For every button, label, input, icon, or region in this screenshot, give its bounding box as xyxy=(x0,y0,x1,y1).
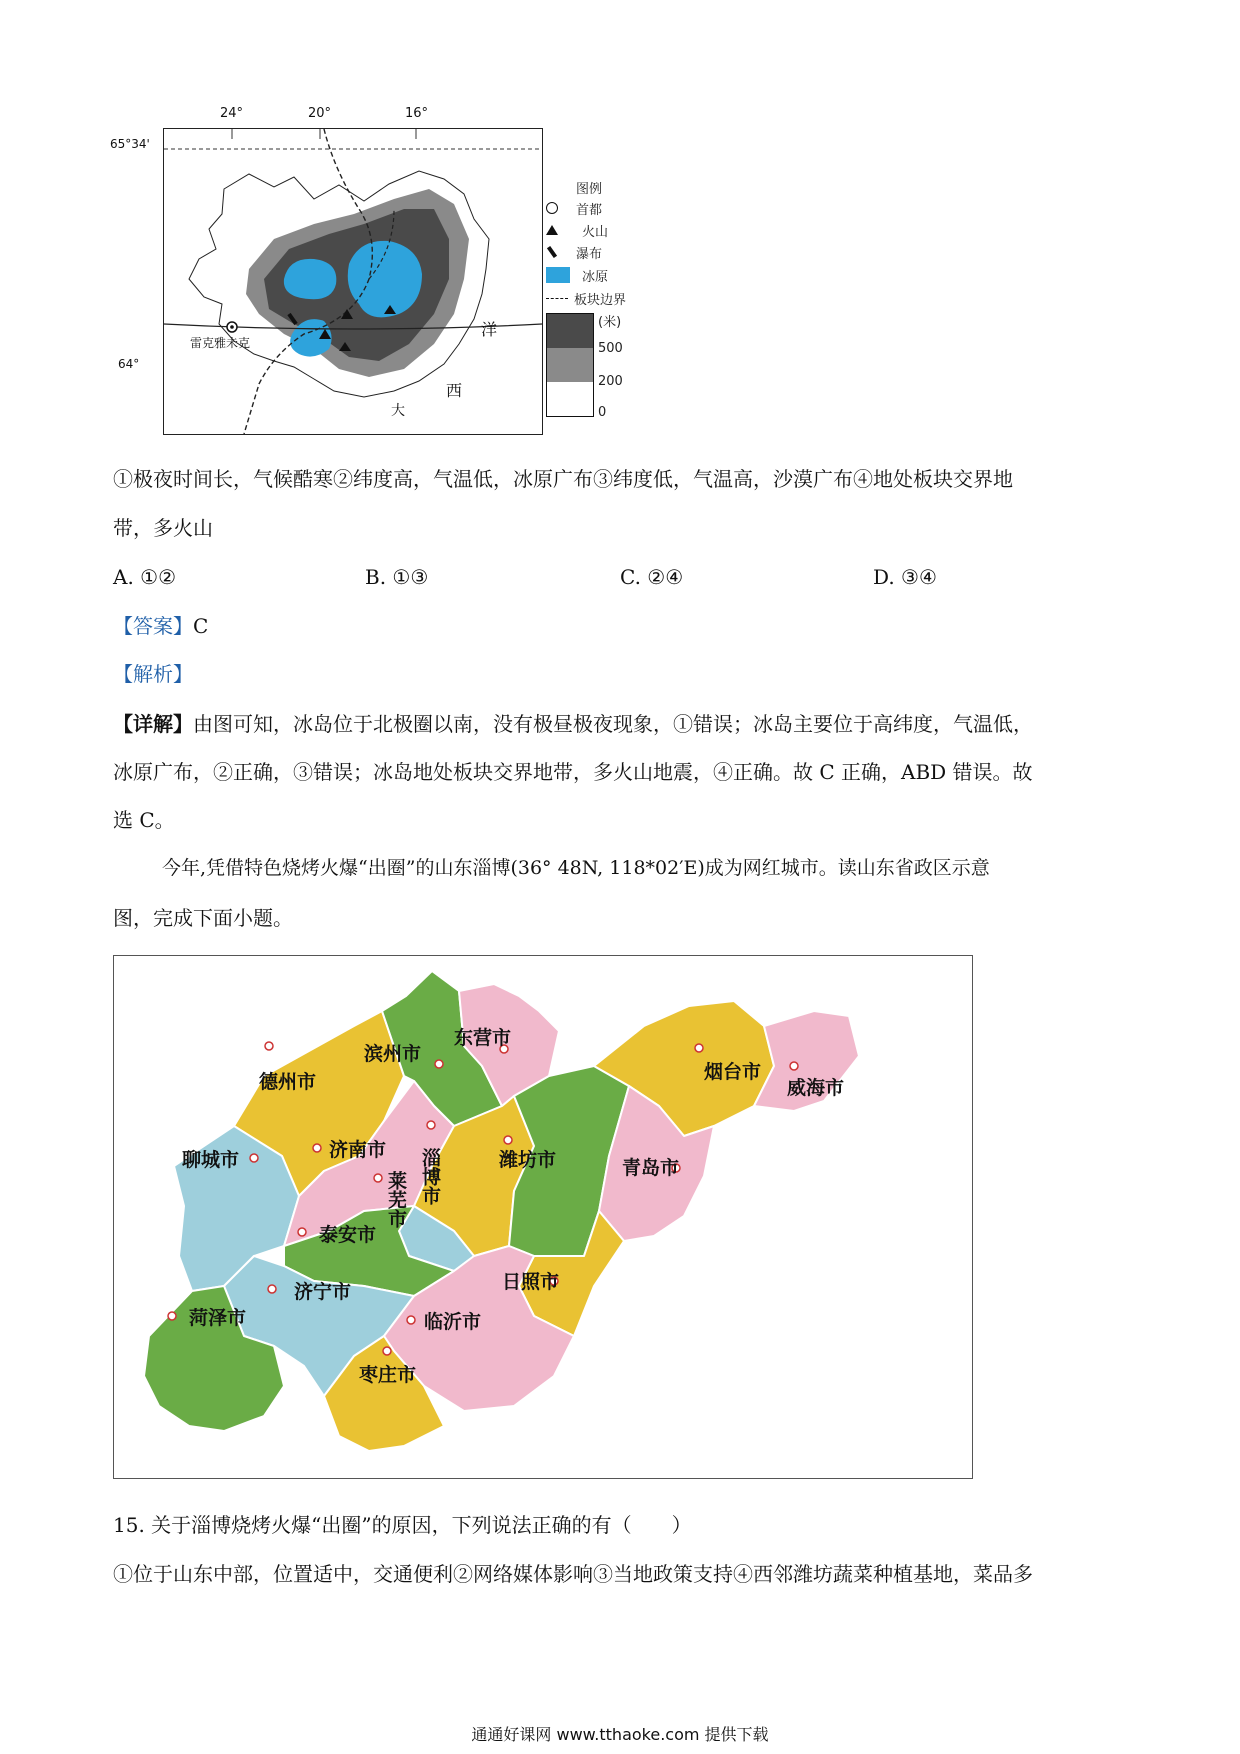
intro-line2: 图，完成下面小题。 xyxy=(113,906,293,930)
ocean-char-1: 洋 xyxy=(481,320,498,339)
iceland-map-lon-16: 16° xyxy=(405,106,429,121)
elev-mid xyxy=(547,348,593,382)
choice-d: D. ③④ xyxy=(873,565,937,589)
city-jinan: 济南市 xyxy=(329,1139,387,1161)
glacier-1 xyxy=(284,259,336,299)
city-binzhou: 滨州市 xyxy=(364,1043,422,1065)
legend-capital: 首都 xyxy=(576,202,603,218)
map-legend xyxy=(546,178,666,418)
iceland-map-lat-6534: 65°34' xyxy=(110,137,150,151)
city-dongying: 东营市 xyxy=(454,1027,512,1049)
city-weihai: 威海市 xyxy=(787,1077,845,1099)
ocean-char-2: 西 xyxy=(446,381,463,400)
city-zaozhuang: 枣庄市 xyxy=(359,1364,417,1386)
legend-title: 图例 xyxy=(576,182,603,197)
q14-options-line1: ①极夜时间长，气候酷寒②纬度高，气温低，冰原广布③纬度低，气温高，沙漠广布④地处板块交界地 xyxy=(113,467,1013,491)
answer-value: C xyxy=(193,614,209,638)
detail-label: 【详解】 xyxy=(113,712,193,736)
plate-boundary-line xyxy=(546,298,568,299)
city-zibo: 淄博市 xyxy=(419,1148,441,1205)
elev-high xyxy=(547,314,593,348)
iceland-map-lon-20: 20° xyxy=(308,106,332,121)
capital-label: 雷克雅未克 xyxy=(190,336,251,350)
city-laiwu: 莱芜市 xyxy=(385,1171,407,1228)
choice-b: B. ①③ xyxy=(365,565,429,589)
city-weifang: 潍坊市 xyxy=(499,1149,557,1171)
city-dezhou: 德州市 xyxy=(259,1071,317,1093)
intro-line1: 今年,凭借特色烧烤火爆“出圈”的山东淄博(36° 48N, 118*02′E)成为网红城市。读山东省政区示意 xyxy=(162,857,990,879)
capital-icon xyxy=(546,202,558,214)
city-jining: 济宁市 xyxy=(294,1281,352,1303)
iceland-map-lon-24: 24° xyxy=(220,106,244,121)
elevation-unit: (米) xyxy=(598,315,622,330)
ocean-char-3: 大 xyxy=(391,403,405,419)
q15-stem: 15. 关于淄博烧烤火爆“出圈”的原因，下列说法正确的有（ ） xyxy=(113,1513,692,1537)
elev-tick-0: 0 xyxy=(598,405,607,420)
detail-line3: 选 C。 xyxy=(113,808,175,832)
city-linyi: 临沂市 xyxy=(424,1311,482,1333)
elevation-bar xyxy=(546,313,594,417)
legend-waterfall: 瀑布 xyxy=(576,246,603,262)
iceland-map-lat-64: 64° xyxy=(118,357,140,371)
city-rizhao: 日照市 xyxy=(502,1271,560,1293)
city-qingdao: 青岛市 xyxy=(622,1157,680,1179)
elev-tick-500: 500 xyxy=(598,341,623,356)
shandong-map xyxy=(113,955,973,1479)
waterfall-icon xyxy=(547,246,557,258)
iceland-map xyxy=(163,128,543,435)
city-liaocheng: 聊城市 xyxy=(182,1149,240,1171)
city-heze: 菏泽市 xyxy=(189,1307,247,1329)
elev-low xyxy=(547,382,593,416)
elev-tick-200: 200 xyxy=(598,374,623,389)
choice-c: C. ②④ xyxy=(620,565,684,589)
page-footer: 通通好课网 www.tthaoke.com 提供下载 xyxy=(471,1725,769,1744)
answer-label: 【答案】 xyxy=(113,614,193,638)
city-taian: 泰安市 xyxy=(319,1224,377,1246)
detail-text-1: 由图可知，冰岛位于北极圈以南，没有极昼极夜现象，①错误；冰岛主要位于高纬度，气温低， xyxy=(193,712,1033,736)
legend-plate: 板块边界 xyxy=(574,292,627,308)
city-yantai: 烟台市 xyxy=(704,1061,762,1083)
answer-line xyxy=(113,612,208,640)
detail-line1 xyxy=(113,710,1033,738)
volcano-icon xyxy=(546,225,558,235)
legend-glacier: 冰原 xyxy=(582,269,609,285)
analysis-label: 【解析】 xyxy=(113,662,193,686)
detail-line2: 冰原广布，②正确，③错误；冰岛地处板块交界地带，多火山地震，④正确。故 C 正确，ABD 错误。故 xyxy=(113,760,1033,784)
glacier-swatch xyxy=(546,267,570,283)
q14-options-line2: 带，多火山 xyxy=(113,516,213,540)
legend-volcano: 火山 xyxy=(582,224,609,240)
q15-options: ①位于山东中部，位置适中，交通便利②网络媒体影响③当地政策支持④西邻潍坊蔬菜种植基地，菜品多 xyxy=(113,1562,1033,1586)
choice-a: A. ①② xyxy=(113,565,177,589)
